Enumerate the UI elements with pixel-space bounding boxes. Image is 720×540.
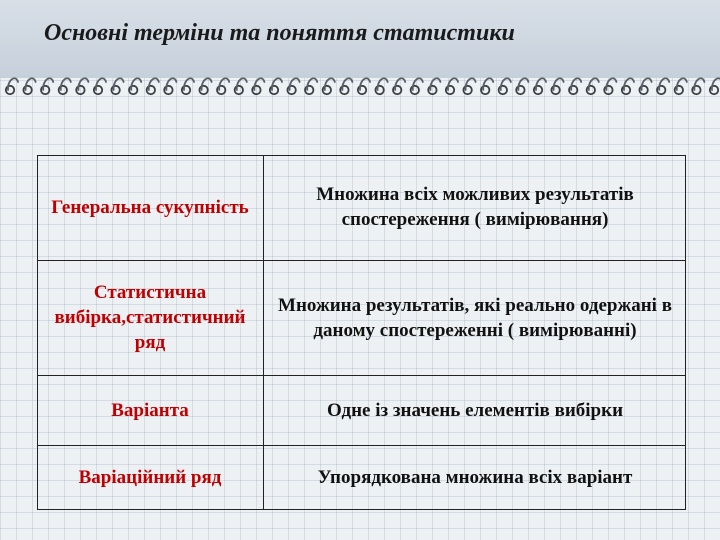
binding-ring xyxy=(481,78,493,94)
binding-ring xyxy=(323,78,335,94)
slide-title: Основні терміни та поняття статистики xyxy=(44,20,515,46)
definition-cell: Множина результатів, які реально одержані в даному спостереженні ( вимірюванні) xyxy=(278,294,672,341)
term-cell: Варіанта xyxy=(37,375,264,445)
table-row xyxy=(37,155,686,260)
binding-ring xyxy=(94,78,106,94)
binding-ring xyxy=(375,78,387,94)
definition-cell: Упорядкована множина всіх варіант xyxy=(317,467,633,489)
spiral-binding xyxy=(0,70,720,104)
binding-ring xyxy=(692,78,704,94)
binding-ring xyxy=(710,78,720,94)
binding-ring xyxy=(675,78,687,94)
binding-ring xyxy=(604,78,616,94)
definition-cell: Одне із значень елементів вибірки xyxy=(326,399,624,421)
binding-ring xyxy=(111,78,123,94)
binding-ring xyxy=(534,78,546,94)
binding-ring xyxy=(182,78,194,94)
terms-table xyxy=(37,155,686,510)
binding-ring xyxy=(6,78,18,94)
table-row xyxy=(37,445,686,510)
binding-ring xyxy=(129,78,141,94)
binding-ring xyxy=(569,78,581,94)
binding-ring xyxy=(446,78,458,94)
binding-ring xyxy=(463,78,475,94)
binding-ring xyxy=(393,78,405,94)
binding-ring xyxy=(59,78,71,94)
binding-ring xyxy=(252,78,264,94)
binding-ring xyxy=(411,78,423,94)
term-cell: Статистична вибірка,статистичний ряд xyxy=(37,260,264,375)
definition-cell: Множина всіх можливих результатів спостереження ( вимірювання) xyxy=(316,184,634,231)
binding-ring xyxy=(217,78,229,94)
slide-header xyxy=(0,0,720,78)
binding-ring xyxy=(41,78,53,94)
binding-ring xyxy=(147,78,159,94)
binding-ring xyxy=(358,78,370,94)
binding-ring xyxy=(164,78,176,94)
term-cell: Генеральна сукупність xyxy=(37,155,264,260)
term-cell: Варіаційний ряд xyxy=(37,445,264,510)
binding-ring xyxy=(340,78,352,94)
binding-ring xyxy=(657,78,669,94)
table-row xyxy=(37,375,686,445)
binding-ring xyxy=(587,78,599,94)
binding-ring xyxy=(235,78,247,94)
binding-ring xyxy=(199,78,211,94)
table-row xyxy=(37,260,686,375)
binding-ring xyxy=(516,78,528,94)
binding-ring xyxy=(639,78,651,94)
binding-ring xyxy=(287,78,299,94)
binding-ring xyxy=(76,78,88,94)
binding-ring xyxy=(499,78,511,94)
binding-ring xyxy=(23,78,35,94)
binding-ring xyxy=(305,78,317,94)
binding-ring xyxy=(622,78,634,94)
binding-ring xyxy=(551,78,563,94)
binding-ring xyxy=(270,78,282,94)
binding-ring xyxy=(428,78,440,94)
